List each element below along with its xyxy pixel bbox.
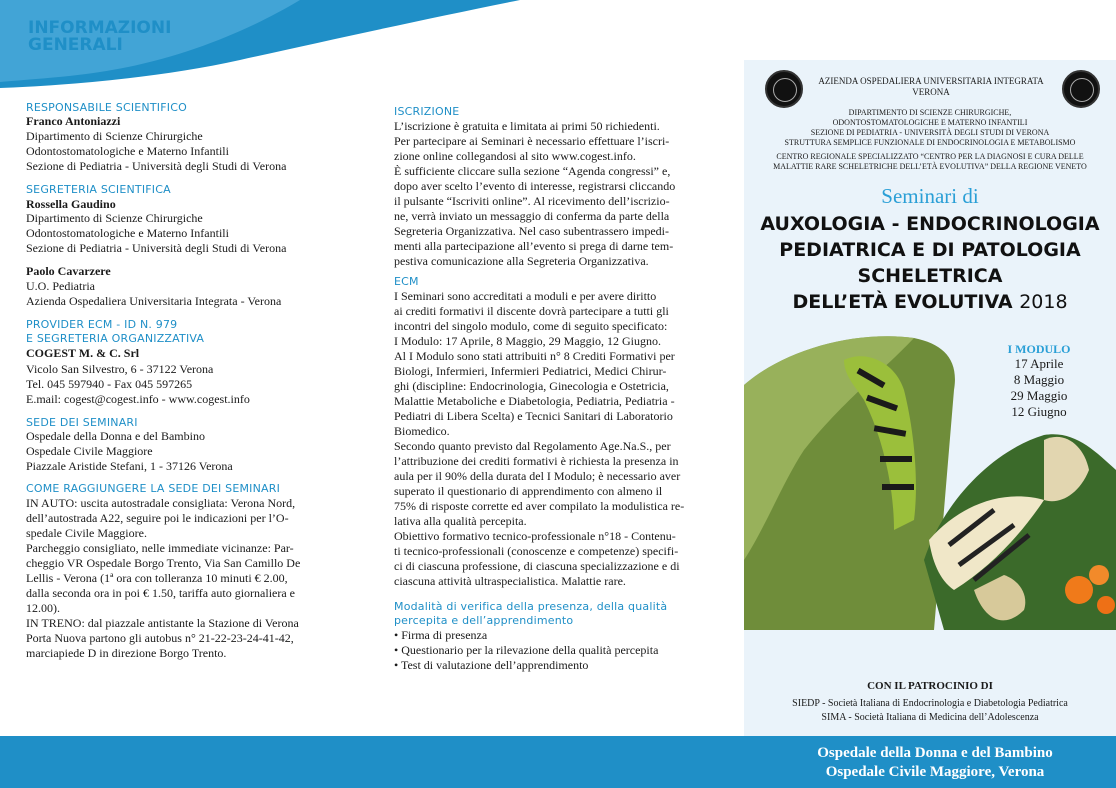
provider-name: COGEST M. & C. Srl bbox=[26, 346, 140, 360]
text-line: incontri del singolo modulo, come di seguito specificato: bbox=[394, 319, 668, 333]
text-line: aula per il 90% della durata del I Modulo; è necessario aver bbox=[394, 469, 681, 483]
general-info-title bbox=[28, 20, 171, 54]
text-line: Sezione di Pediatria - Università degli Studi di Verona bbox=[26, 159, 287, 173]
text-line: cheggio VR Ospedale Borgo Trento, Via San Camillo De bbox=[26, 556, 301, 570]
date-item: 12 Giugno bbox=[1011, 404, 1067, 419]
text-line: ci di ciascuna professione, di ciascuna specializzazione e di bbox=[394, 559, 680, 573]
sede-heading: SEDE DEI SEMINARI bbox=[26, 416, 138, 429]
list-item: • Questionario per la rilevazione della qualità percepita bbox=[394, 643, 659, 657]
title-line: AUXOLOGIA - ENDOCRINOLOGIA bbox=[760, 213, 1100, 235]
text-line: marciapiede D in direzione Borgo Trento. bbox=[26, 646, 227, 660]
text-line: Per partecipare ai Seminari è necessario effettuare l’iscri- bbox=[394, 134, 670, 148]
text-line: È sufficiente cliccare sulla sezione “Agenda congressi” e, bbox=[394, 164, 671, 178]
text-line: VERONA bbox=[912, 87, 950, 97]
hospital-logo bbox=[1062, 70, 1100, 108]
text-line: CENTRO REGIONALE SPECIALIZZATO “CENTRO PER LA DIAGNOSI E CURA DELLE bbox=[776, 152, 1084, 161]
text-line: ti tecnico-professionali (conoscenze e competenze) specifi- bbox=[394, 544, 679, 558]
text-line: DIPARTIMENTO DI SCIENZE CHIRURGICHE, bbox=[848, 108, 1012, 117]
text-line: MALATTIE RARE SCHELETRICHE DELL’ETÀ EVOLUTIVA” DELLA REGIONE VENETO bbox=[773, 162, 1087, 171]
text-line: SIMA - Società Italiana di Medicina dell’Adolescenza bbox=[821, 712, 1039, 723]
text-line: spedale Civile Maggiore. bbox=[26, 526, 147, 540]
text-line: I Seminari sono accreditati a moduli e per avere diritto bbox=[394, 289, 657, 303]
text-line: L’iscrizione è gratuita e limitata ai primi 50 richiedenti. bbox=[394, 119, 660, 133]
segr-heading: SEGRETERIA SCIENTIFICA bbox=[26, 183, 171, 196]
text-line: superato il questionario di apprendimento con almeno il bbox=[394, 484, 663, 498]
text-line: SEZIONE DI PEDIATRIA - UNIVERSITÀ DEGLI STUDI DI VERONA bbox=[810, 128, 1050, 137]
text-line: Ospedale Civile Maggiore, Verona bbox=[825, 764, 1045, 780]
text-line: ODONTOSTOMATOLOGICHE E MATERNO INFANTILI bbox=[832, 118, 1028, 127]
text-line: IN TRENO: dal piazzale antistante la Stazione di Verona bbox=[26, 616, 299, 630]
text-line: ne, verrà inviato un messaggio di conferma da parte della bbox=[394, 209, 670, 223]
text-line: Biologi, Infermieri, Infermieri Pediatrici, Medici Chirur- bbox=[394, 364, 667, 378]
title-line: PEDIATRICA E DI PATOLOGIA bbox=[779, 239, 1081, 261]
provider-heading: PROVIDER ECM - ID N. 979 bbox=[26, 318, 178, 331]
text-line: Ospedale Civile Maggiore bbox=[26, 444, 153, 458]
text-line: l’attribuzione dei crediti formativi è richiesta la presenza in bbox=[394, 454, 679, 468]
text-line: Obiettivo formativo tecnico-professionale n°18 - Contenu- bbox=[394, 529, 676, 543]
text-line: SIEDP - Società Italiana di Endocrinologia e Diabetologia Pediatrica bbox=[792, 698, 1068, 709]
text-line: Sezione di Pediatria - Università degli Studi di Verona bbox=[26, 241, 287, 255]
title-line: GENERALI bbox=[28, 35, 123, 55]
title-line: SCHELETRICA bbox=[857, 265, 1003, 287]
azienda-name bbox=[800, 76, 1062, 98]
text-line: U.O. Pediatria bbox=[26, 279, 95, 293]
text-line: Azienda Ospedaliera Universitaria Integrata - Verona bbox=[26, 294, 282, 308]
date-item: 17 Aprile bbox=[1014, 356, 1064, 371]
event-title bbox=[744, 211, 1116, 315]
text-line: Odontostomatologiche e Materno Infantili bbox=[26, 226, 229, 240]
text-line: E.mail: cogest@cogest.info - www.cogest.info bbox=[26, 392, 250, 406]
list-item: • Firma di presenza bbox=[394, 628, 488, 642]
department-info bbox=[748, 108, 1112, 148]
text-line: 12.00). bbox=[26, 601, 60, 615]
resp-heading: RESPONSABILE SCIENTIFICO bbox=[26, 101, 187, 114]
text-line: zione online collegandosi al sito www.cogest.info. bbox=[394, 149, 636, 163]
text-line: ciascuna attività ultraspecialistica. Malattie rare. bbox=[394, 574, 626, 588]
iscrizione-heading: ISCRIZIONE bbox=[394, 105, 460, 118]
text-line: 75% di risposte corrette ed aver compilato la modulistica re- bbox=[394, 499, 685, 513]
segr-name: Rossella Gaudino bbox=[26, 197, 116, 211]
seminari-label: Seminari di bbox=[881, 184, 979, 208]
text-line: Odontostomatologiche e Materno Infantili bbox=[26, 144, 229, 158]
text-line: Al I Modulo sono stati attribuiti n° 8 Crediti Formativi per bbox=[394, 349, 675, 363]
text-line: menti alla partecipazione all’evento si prega di darne tem- bbox=[394, 239, 674, 253]
patrocinio-list bbox=[744, 697, 1116, 725]
text-line: dopo aver scelto l’evento di interesse, registrarsi cliccando bbox=[394, 179, 676, 193]
text-line: Pediatri di Libera Scelta) e Tecnici Sanitari di Laboratorio bbox=[394, 409, 673, 423]
ecm-heading: ECM bbox=[394, 275, 419, 288]
title-line bbox=[744, 289, 1116, 315]
text-line: Segreteria Organizzativa. Nel caso subentrassero impedi- bbox=[394, 224, 670, 238]
text-line: Porta Nuova partono gli autobus n° 21-22-23-24-41-42, bbox=[26, 631, 294, 645]
modalita-heading: Modalità di verifica della presenza, della qualità bbox=[394, 600, 668, 613]
text-line: STRUTTURA SEMPLICE FUNZIONALE DI ENDOCRINOLOGIA E METABOLISMO bbox=[784, 138, 1076, 147]
university-logo bbox=[765, 70, 803, 108]
event-year: 2018 bbox=[1019, 291, 1068, 313]
text-line: Lellis - Verona (1ª ora con tolleranza 10 minuti € 2.00, bbox=[26, 571, 288, 585]
date-item: 8 Maggio bbox=[1013, 372, 1065, 387]
provider-heading: E SEGRETERIA ORGANIZZATIVA bbox=[26, 332, 205, 345]
text-line: Ospedale della Donna e del Bambino bbox=[26, 429, 205, 443]
text-line: Parcheggio consigliato, nelle immediate vicinanze: Par- bbox=[26, 541, 294, 555]
text-line: Ospedale della Donna e del Bambino bbox=[817, 745, 1053, 761]
modalita-heading: percepita e dell’apprendimento bbox=[394, 614, 574, 627]
title-line: INFORMAZIONI bbox=[28, 18, 172, 38]
module-dates bbox=[1000, 342, 1078, 420]
iscrizione-text bbox=[394, 119, 716, 269]
come-heading: COME RAGGIUNGERE LA SEDE DEI SEMINARI bbox=[26, 482, 281, 495]
text-line: il pulsante “Iscriviti online”. Al ricevimento dell’iscrizio- bbox=[394, 194, 670, 208]
ecm-text bbox=[394, 289, 716, 589]
text-line: AZIENDA OSPEDALIERA UNIVERSITARIA INTEGRATA bbox=[818, 76, 1044, 86]
resp-name: Franco Antoniazzi bbox=[26, 114, 121, 128]
centro-info bbox=[748, 152, 1112, 172]
text-line: Secondo quanto previsto dal Regolamento Age.Na.S., per bbox=[394, 439, 671, 453]
person-name: Paolo Cavarzere bbox=[26, 264, 111, 278]
text-line: Dipartimento di Scienze Chirurgiche bbox=[26, 211, 203, 225]
footer-venue bbox=[760, 744, 1110, 782]
text-line: dell’autostrada A22, seguire poi le indicazioni per l’O- bbox=[26, 511, 289, 525]
text-line: Dipartimento di Scienze Chirurgiche bbox=[26, 129, 203, 143]
patrocinio-heading: CON IL PATROCINIO DI bbox=[867, 680, 993, 692]
module-label: I MODULO bbox=[1007, 342, 1071, 356]
text-line: pestiva comunicazione alla Segreteria Organizzativa. bbox=[394, 254, 649, 268]
text-line: Malattie Metaboliche e Diabetologia, Pediatria, Pediatria - bbox=[394, 394, 675, 408]
date-item: 29 Maggio bbox=[1010, 388, 1068, 403]
text-line: Vicolo San Silvestro, 6 - 37122 Verona bbox=[26, 362, 214, 376]
text-line: Tel. 045 597940 - Fax 045 597265 bbox=[26, 377, 193, 391]
text-line: Biomedico. bbox=[394, 424, 450, 438]
text-line: ai crediti formativi il discente dovrà partecipare a tutti gli bbox=[394, 304, 669, 318]
text-line: dalla seconda ora in poi € 1.50, tariffa auto giornaliera e bbox=[26, 586, 296, 600]
text-line: ghi (discipline: Endocrinologia, Ginecologia e Ostetricia, bbox=[394, 379, 669, 393]
text-line: IN AUTO: uscita autostradale consigliata: Verona Nord, bbox=[26, 496, 296, 510]
title-last: DELL’ETÀ EVOLUTIVA bbox=[792, 291, 1013, 313]
text-line: lativa alla qualità percepita. bbox=[394, 514, 527, 528]
text-line: Piazzale Aristide Stefani, 1 - 37126 Verona bbox=[26, 459, 233, 473]
list-item: • Test di valutazione dell’apprendimento bbox=[394, 658, 589, 672]
text-line: I Modulo: 17 Aprile, 8 Maggio, 29 Maggio, 12 Giugno. bbox=[394, 334, 661, 348]
